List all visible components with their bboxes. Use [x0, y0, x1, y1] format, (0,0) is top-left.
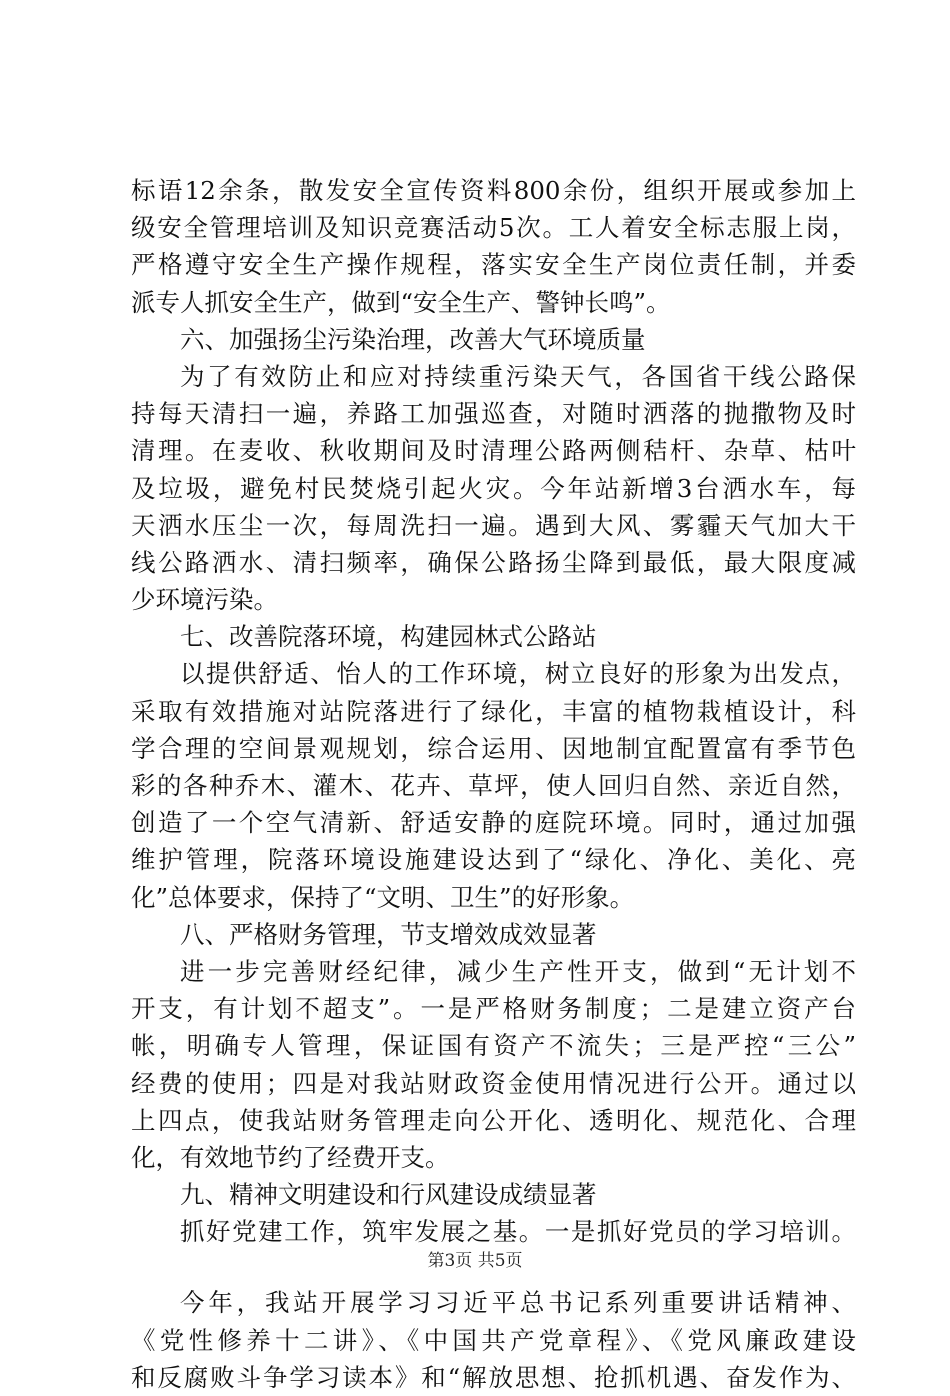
section-heading: 八、严格财务管理，节支增效成效显著	[180, 919, 597, 949]
text-line: 严格遵守安全生产操作规程，落实安全生产岗位责任制，并委	[131, 250, 856, 280]
paragraph-last-line: 化，有效地节约了经费开支。	[131, 1142, 450, 1172]
text-line: 维护管理，院落环境设施建设达到了“绿化、净化、美化、亮	[131, 845, 856, 875]
text-line: 线公路洒水、清扫频率，确保公路扬尘降到最低，最大限度减	[131, 547, 856, 577]
section-heading: 六、加强扬尘污染治理，改善大气环境质量	[180, 324, 646, 354]
text-line: 级安全管理培训及知识竞赛活动5次。工人着安全标志服上岗，	[131, 213, 856, 243]
paragraph-first-line: 以提供舒适、怡人的工作环境，树立良好的形象为出发点，	[180, 659, 856, 689]
text-line: 天洒水压尘一次，每周洗扫一遍。遇到大风、雾霾天气加大干	[131, 510, 856, 540]
paragraph-first-line: 进一步完善财经纪律，减少生产性开支，做到“无计划不	[180, 956, 856, 986]
text-line: 持每天清扫一遍，养路工加强巡查，对随时洒落的抛撒物及时	[131, 399, 856, 429]
text-line: 经费的使用；四是对我站财政资金使用情况进行公开。通过以	[131, 1068, 856, 1098]
text-line: 帐，明确专人管理，保证国有资产不流失；三是严控“三公”	[131, 1031, 856, 1061]
text-line: 创造了一个空气清新、舒适安静的庭院环境。同时，通过加强	[131, 808, 856, 838]
paragraph-last-line: 派专人抓安全生产，做到“安全生产、警钟长鸣”。	[131, 287, 671, 317]
text-line: 采取有效措施对站院落进行了绿化，丰富的植物栽植设计，科	[131, 696, 856, 726]
text-line: 彩的各种乔木、灌木、花卉、草坪，使人回归自然、亲近自然，	[131, 771, 856, 800]
paragraph-first-line: 抓好党建工作，筑牢发展之基。一是抓好党员的学习培训。	[180, 1217, 856, 1247]
text-line: 标语12余条，散发安全宣传资料800余份，组织开展或参加上	[131, 176, 856, 205]
paragraph-first-line: 今年，我站开展学习习近平总书记系列重要讲话精神、	[180, 1288, 856, 1318]
paragraph-first-line: 为了有效防止和应对持续重污染天气，各国省干线公路保	[180, 361, 856, 391]
page-footer: 第3页 共5页	[427, 1251, 523, 1271]
text-line: 上四点，使我站财务管理走向公开化、透明化、规范化、合理	[131, 1105, 856, 1135]
text-line: 及垃圾，避免村民焚烧引起火灾。今年站新增3台洒水车，每	[131, 473, 856, 503]
section-heading: 九、精神文明建设和行风建设成绩显著	[180, 1180, 597, 1210]
text-line: 学合理的空间景观规划，综合运用、因地制宜配置富有季节色	[131, 733, 856, 763]
paragraph-last-line: 少环境污染。	[131, 585, 278, 615]
text-line: 开支，有计划不超支”。一是严格财务制度；二是建立资产台	[131, 994, 856, 1024]
paragraph-last-line: 化”总体要求，保持了“文明、卫生”的好形象。	[131, 882, 635, 912]
document-body	[131, 172, 856, 1396]
text-line: 清理。在麦收、秋收期间及时清理公路两侧秸杆、杂草、枯叶	[131, 436, 856, 466]
text-line: 和反腐败斗争学习读本》和“解放思想、抢抓机遇、奋发作为、	[131, 1362, 856, 1392]
section-heading: 七、改善院落环境，构建园林式公路站	[180, 622, 597, 652]
text-line: 《党性修养十二讲》、《中国共产党章程》、《党风廉政建设	[131, 1325, 856, 1355]
